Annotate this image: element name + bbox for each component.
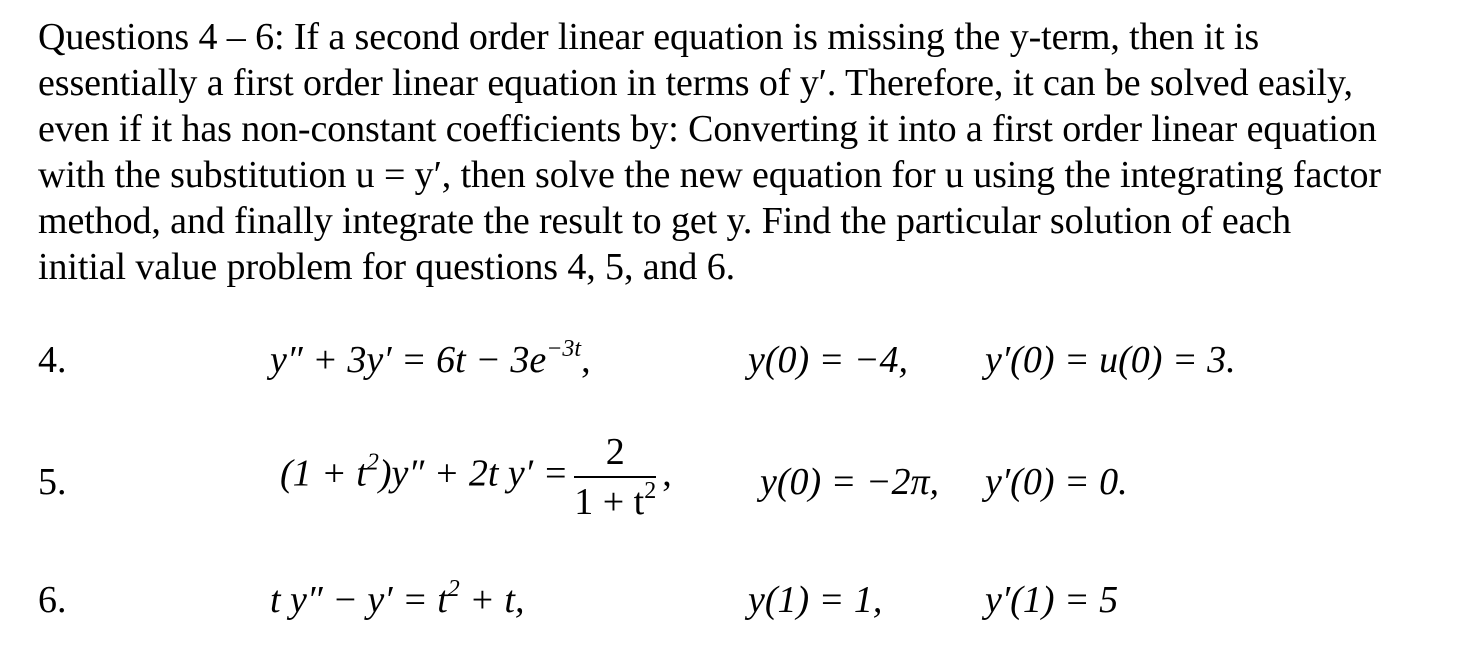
differential-equation: t $y'' - y' = t^2 + t$, <box>270 576 525 621</box>
fraction <box>574 430 656 524</box>
differential-equation: $(1 + t^2)y'' + 2t$ y′ = $\frac{2}{1 + t^2}$ , <box>280 431 672 523</box>
initial-condition-yprime: y′(0) = 0. <box>985 461 1128 503</box>
initial-condition-yprime: y′(1) = 5 <box>985 579 1119 621</box>
problem-number: 4. <box>38 339 67 381</box>
intro-line-4: with the substitution u = y′, then solve the new equation for u using the integrating factor <box>38 154 1381 196</box>
intro-paragraph <box>38 14 1463 290</box>
fraction-numerator: 2 <box>574 430 656 478</box>
fraction-denominator: $1 + t^2$ <box>574 478 657 523</box>
problem-5 <box>0 430 1478 530</box>
intro-line-1: Questions 4 – 6: If a second order linear equation is missing the y-term, then it is <box>38 16 1260 58</box>
initial-condition-yprime: y′(0) = u(0) = 3. <box>985 339 1236 381</box>
intro-line-3: even if it has non-constant coefficients by: Converting it into a first order linear equation <box>38 108 1377 150</box>
problem-number: 6. <box>38 579 67 621</box>
problem-4 <box>0 338 1478 408</box>
differential-equation: $y'' + 3y' = 6t - 3e^{-3t}$, <box>270 336 591 381</box>
initial-condition-y: y(1) = 1, <box>748 579 883 621</box>
intro-line-2: essentially a first order linear equation in terms of y′. Therefore, it can be solved easily, <box>38 62 1353 104</box>
intro-line-6: initial value problem for questions 4, 5, and 6. <box>38 246 736 288</box>
initial-condition-y: y(0) = −2π, <box>760 461 939 503</box>
problem-6 <box>0 578 1478 648</box>
intro-line-5: method, and finally integrate the result to get y. Find the particular solution of each <box>38 200 1292 242</box>
problem-number: 5. <box>38 461 67 503</box>
initial-condition-y: y(0) = −4, <box>748 339 908 381</box>
exponent: −3t <box>546 336 582 362</box>
